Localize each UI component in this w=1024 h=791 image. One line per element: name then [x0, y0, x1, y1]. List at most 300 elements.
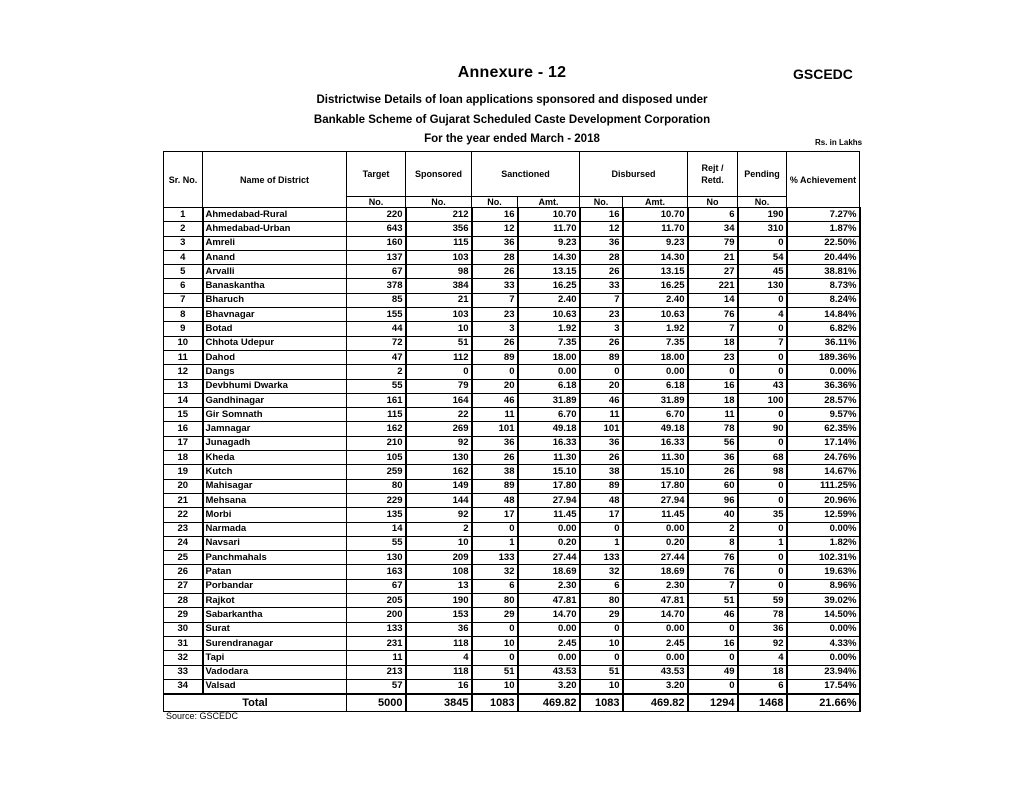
cell-sr-no: 34: [164, 679, 203, 694]
cell-disbursed-no: 26: [580, 265, 623, 279]
cell-sanctioned-no: 51: [472, 665, 518, 679]
cell-sponsored: 118: [406, 665, 472, 679]
cell-sanctioned-amt: 6.70: [518, 408, 580, 422]
cell-pending: 59: [738, 594, 787, 608]
subheader-sponsored-no: No.: [406, 197, 472, 208]
cell-sanctioned-no: 3: [472, 322, 518, 336]
cell-district: Bharuch: [203, 293, 347, 307]
cell-achievement: 20.44%: [787, 250, 860, 264]
cell-sponsored: 4: [406, 651, 472, 665]
cell-sanctioned-amt: 16.33: [518, 436, 580, 450]
cell-disbursed-no: 0: [580, 365, 623, 379]
cell-sanctioned-amt: 17.80: [518, 479, 580, 493]
cell-rejected: 36: [688, 451, 738, 465]
table-row: [164, 336, 860, 350]
table-row: [164, 436, 860, 450]
cell-disbursed-amt: 47.81: [623, 594, 688, 608]
cell-disbursed-no: 89: [580, 479, 623, 493]
cell-disbursed-no: 36: [580, 236, 623, 250]
cell-target: 11: [347, 651, 406, 665]
cell-disbursed-no: 26: [580, 451, 623, 465]
cell-disbursed-no: 1: [580, 536, 623, 550]
cell-sr-no: 5: [164, 265, 203, 279]
cell-disbursed-no: 11: [580, 408, 623, 422]
cell-sanctioned-amt: 11.45: [518, 508, 580, 522]
table-row: [164, 208, 860, 222]
cell-disbursed-no: 80: [580, 594, 623, 608]
cell-sponsored: 22: [406, 408, 472, 422]
cell-rejected: 78: [688, 422, 738, 436]
cell-sanctioned-amt: 6.18: [518, 379, 580, 393]
cell-sponsored: 112: [406, 350, 472, 364]
cell-district: Patan: [203, 565, 347, 579]
cell-sanctioned-no: 32: [472, 565, 518, 579]
cell-sanctioned-amt: 16.25: [518, 279, 580, 293]
cell-district: Mehsana: [203, 493, 347, 507]
cell-sr-no: 31: [164, 636, 203, 650]
cell-district: Dahod: [203, 350, 347, 364]
cell-disbursed-no: 23: [580, 308, 623, 322]
cell-pending: 190: [738, 208, 787, 222]
cell-sanctioned-no: 89: [472, 350, 518, 364]
cell-sanctioned-no: 26: [472, 336, 518, 350]
cell-disbursed-no: 0: [580, 651, 623, 665]
cell-sanctioned-amt: 27.94: [518, 493, 580, 507]
table-row: [164, 451, 860, 465]
table-row: [164, 265, 860, 279]
cell-rejected: 11: [688, 408, 738, 422]
cell-district: Amreli: [203, 236, 347, 250]
cell-disbursed-no: 33: [580, 279, 623, 293]
cell-sanctioned-no: 26: [472, 265, 518, 279]
cell-sr-no: 8: [164, 308, 203, 322]
cell-rejected: 0: [688, 679, 738, 694]
cell-sr-no: 3: [164, 236, 203, 250]
cell-achievement: 8.73%: [787, 279, 860, 293]
table-row: [164, 651, 860, 665]
cell-disbursed-no: 48: [580, 493, 623, 507]
cell-achievement: 62.35%: [787, 422, 860, 436]
cell-disbursed-no: 133: [580, 551, 623, 565]
table-row: [164, 579, 860, 593]
cell-achievement: 22.50%: [787, 236, 860, 250]
cell-district: Anand: [203, 250, 347, 264]
col-header-sanctioned: Sanctioned: [472, 152, 580, 197]
cell-target: 160: [347, 236, 406, 250]
cell-rejected: 8: [688, 536, 738, 550]
cell-sponsored: 10: [406, 536, 472, 550]
cell-achievement: 17.54%: [787, 679, 860, 694]
cell-disbursed-amt: 43.53: [623, 665, 688, 679]
cell-sanctioned-amt: 0.00: [518, 365, 580, 379]
cell-sanctioned-amt: 47.81: [518, 594, 580, 608]
cell-sponsored: 51: [406, 336, 472, 350]
cell-sr-no: 17: [164, 436, 203, 450]
cell-achievement: 1.82%: [787, 536, 860, 550]
cell-achievement: 189.36%: [787, 350, 860, 364]
cell-district: Botad: [203, 322, 347, 336]
cell-district: Sabarkantha: [203, 608, 347, 622]
cell-sanctioned-no: 0: [472, 365, 518, 379]
cell-target: 205: [347, 594, 406, 608]
cell-achievement: 20.96%: [787, 493, 860, 507]
cell-sanctioned-amt: 10.70: [518, 208, 580, 222]
cell-sanctioned-amt: 9.23: [518, 236, 580, 250]
cell-disbursed-amt: 27.44: [623, 551, 688, 565]
cell-sr-no: 29: [164, 608, 203, 622]
cell-district: Tapi: [203, 651, 347, 665]
cell-district: Surat: [203, 622, 347, 636]
cell-achievement: 0.00%: [787, 622, 860, 636]
cell-sponsored: 21: [406, 293, 472, 307]
district-loan-table: [163, 151, 861, 712]
table-row: [164, 250, 860, 264]
table-row: [164, 679, 860, 694]
cell-sanctioned-amt: 31.89: [518, 393, 580, 407]
cell-disbursed-amt: 2.30: [623, 579, 688, 593]
cell-sanctioned-amt: 0.00: [518, 622, 580, 636]
cell-rejected: 7: [688, 579, 738, 593]
col-header-target: Target: [347, 152, 406, 197]
total-disbursed-no: 1083: [580, 694, 623, 712]
cell-sr-no: 13: [164, 379, 203, 393]
cell-pending: 0: [738, 350, 787, 364]
cell-district: Junagadh: [203, 436, 347, 450]
cell-target: 162: [347, 422, 406, 436]
subtitle-line-1: Districtwise Details of loan applications sponsored and disposed under: [316, 94, 708, 106]
cell-sr-no: 21: [164, 493, 203, 507]
cell-sr-no: 28: [164, 594, 203, 608]
cell-rejected: 0: [688, 365, 738, 379]
cell-achievement: 9.57%: [787, 408, 860, 422]
cell-sr-no: 16: [164, 422, 203, 436]
table-row: [164, 279, 860, 293]
cell-target: 229: [347, 493, 406, 507]
table-row: [164, 236, 860, 250]
cell-rejected: 14: [688, 293, 738, 307]
cell-district: Rajkot: [203, 594, 347, 608]
cell-pending: 90: [738, 422, 787, 436]
cell-achievement: 19.63%: [787, 565, 860, 579]
cell-achievement: 28.57%: [787, 393, 860, 407]
cell-sr-no: 1: [164, 208, 203, 222]
cell-disbursed-no: 10: [580, 636, 623, 650]
cell-sanctioned-no: 10: [472, 679, 518, 694]
cell-pending: 0: [738, 322, 787, 336]
org-label: GSCEDC: [793, 66, 853, 82]
cell-achievement: 23.94%: [787, 665, 860, 679]
total-row: [164, 694, 860, 712]
cell-disbursed-amt: 16.25: [623, 279, 688, 293]
cell-achievement: 17.14%: [787, 436, 860, 450]
cell-district: Ahmedabad-Urban: [203, 222, 347, 236]
cell-sr-no: 27: [164, 579, 203, 593]
cell-sanctioned-amt: 27.44: [518, 551, 580, 565]
cell-rejected: 96: [688, 493, 738, 507]
cell-district: Narmada: [203, 522, 347, 536]
cell-disbursed-no: 51: [580, 665, 623, 679]
cell-district: Bhavnagar: [203, 308, 347, 322]
cell-disbursed-amt: 0.00: [623, 522, 688, 536]
cell-sponsored: 108: [406, 565, 472, 579]
cell-achievement: 102.31%: [787, 551, 860, 565]
cell-rejected: 221: [688, 279, 738, 293]
table-row: [164, 522, 860, 536]
cell-district: Jamnagar: [203, 422, 347, 436]
cell-sanctioned-no: 17: [472, 508, 518, 522]
cell-sponsored: 115: [406, 236, 472, 250]
cell-disbursed-no: 29: [580, 608, 623, 622]
cell-disbursed-amt: 18.69: [623, 565, 688, 579]
subheader-pending-no: No.: [738, 197, 787, 208]
cell-target: 80: [347, 479, 406, 493]
table-body: [164, 208, 860, 695]
cell-sanctioned-no: 28: [472, 250, 518, 264]
cell-disbursed-amt: 49.18: [623, 422, 688, 436]
cell-disbursed-amt: 1.92: [623, 322, 688, 336]
cell-achievement: 0.00%: [787, 522, 860, 536]
total-target: 5000: [347, 694, 406, 712]
cell-pending: 18: [738, 665, 787, 679]
cell-achievement: 8.96%: [787, 579, 860, 593]
cell-sanctioned-amt: 0.00: [518, 522, 580, 536]
header-row: [164, 152, 860, 197]
cell-disbursed-amt: 11.70: [623, 222, 688, 236]
source-note: Source: GSCEDC: [166, 711, 239, 721]
cell-sanctioned-amt: 1.92: [518, 322, 580, 336]
table-row: [164, 493, 860, 507]
cell-sponsored: 103: [406, 308, 472, 322]
cell-achievement: 14.84%: [787, 308, 860, 322]
cell-sponsored: 190: [406, 594, 472, 608]
cell-sanctioned-amt: 18.00: [518, 350, 580, 364]
cell-achievement: 8.24%: [787, 293, 860, 307]
cell-sanctioned-no: 80: [472, 594, 518, 608]
cell-sponsored: 98: [406, 265, 472, 279]
table-row: [164, 508, 860, 522]
cell-sanctioned-no: 6: [472, 579, 518, 593]
page-title: Annexure - 12: [457, 64, 567, 81]
cell-target: 200: [347, 608, 406, 622]
cell-rejected: 49: [688, 665, 738, 679]
cell-district: Panchmahals: [203, 551, 347, 565]
cell-disbursed-amt: 17.80: [623, 479, 688, 493]
cell-target: 231: [347, 636, 406, 650]
cell-sr-no: 22: [164, 508, 203, 522]
cell-target: 2: [347, 365, 406, 379]
cell-disbursed-amt: 11.45: [623, 508, 688, 522]
cell-pending: 43: [738, 379, 787, 393]
table-row: [164, 551, 860, 565]
cell-sanctioned-no: 101: [472, 422, 518, 436]
cell-disbursed-no: 89: [580, 350, 623, 364]
cell-target: 55: [347, 536, 406, 550]
cell-sanctioned-no: 0: [472, 622, 518, 636]
cell-sanctioned-no: 36: [472, 236, 518, 250]
cell-district: Kheda: [203, 451, 347, 465]
cell-rejected: 60: [688, 479, 738, 493]
cell-sponsored: 13: [406, 579, 472, 593]
cell-sponsored: 2: [406, 522, 472, 536]
cell-target: 85: [347, 293, 406, 307]
cell-sponsored: 36: [406, 622, 472, 636]
cell-rejected: 40: [688, 508, 738, 522]
cell-pending: 0: [738, 479, 787, 493]
cell-target: 135: [347, 508, 406, 522]
cell-sanctioned-amt: 14.70: [518, 608, 580, 622]
cell-pending: 100: [738, 393, 787, 407]
table-row: [164, 408, 860, 422]
cell-target: 67: [347, 579, 406, 593]
cell-rejected: 16: [688, 379, 738, 393]
cell-pending: 98: [738, 465, 787, 479]
cell-achievement: 36.11%: [787, 336, 860, 350]
cell-sanctioned-no: 12: [472, 222, 518, 236]
cell-sanctioned-amt: 0.00: [518, 651, 580, 665]
cell-disbursed-amt: 11.30: [623, 451, 688, 465]
cell-target: 130: [347, 551, 406, 565]
cell-sponsored: 79: [406, 379, 472, 393]
cell-disbursed-amt: 14.70: [623, 608, 688, 622]
cell-sponsored: 92: [406, 436, 472, 450]
cell-sanctioned-amt: 13.15: [518, 265, 580, 279]
cell-district: Arvalli: [203, 265, 347, 279]
cell-sanctioned-amt: 49.18: [518, 422, 580, 436]
cell-sanctioned-amt: 10.63: [518, 308, 580, 322]
cell-district: Navsari: [203, 536, 347, 550]
cell-sanctioned-no: 0: [472, 651, 518, 665]
cell-disbursed-amt: 0.00: [623, 365, 688, 379]
cell-pending: 130: [738, 279, 787, 293]
col-header-district: Name of District: [203, 152, 347, 208]
cell-disbursed-amt: 0.00: [623, 622, 688, 636]
cell-district: Surendranagar: [203, 636, 347, 650]
cell-pending: 4: [738, 651, 787, 665]
cell-pending: 78: [738, 608, 787, 622]
cell-pending: 36: [738, 622, 787, 636]
total-achievement: 21.66%: [787, 694, 860, 712]
cell-disbursed-amt: 3.20: [623, 679, 688, 694]
cell-sr-no: 32: [164, 651, 203, 665]
cell-disbursed-no: 36: [580, 436, 623, 450]
cell-disbursed-amt: 31.89: [623, 393, 688, 407]
cell-district: Vadodara: [203, 665, 347, 679]
cell-sponsored: 384: [406, 279, 472, 293]
cell-sr-no: 19: [164, 465, 203, 479]
subtitle-line-3: For the year ended March - 2018: [424, 133, 600, 145]
subheader-disbursed-no: No.: [580, 197, 623, 208]
cell-sr-no: 11: [164, 350, 203, 364]
cell-achievement: 38.81%: [787, 265, 860, 279]
cell-pending: 7: [738, 336, 787, 350]
cell-target: 115: [347, 408, 406, 422]
cell-sanctioned-no: 33: [472, 279, 518, 293]
cell-disbursed-amt: 2.45: [623, 636, 688, 650]
total-sponsored: 3845: [406, 694, 472, 712]
cell-disbursed-no: 26: [580, 336, 623, 350]
cell-disbursed-no: 20: [580, 379, 623, 393]
cell-sponsored: 212: [406, 208, 472, 222]
table-row: [164, 536, 860, 550]
cell-disbursed-amt: 2.40: [623, 293, 688, 307]
cell-district: Gandhinagar: [203, 393, 347, 407]
total-disbursed-amt: 469.82: [623, 694, 688, 712]
cell-achievement: 0.00%: [787, 365, 860, 379]
cell-disbursed-amt: 18.00: [623, 350, 688, 364]
cell-disbursed-amt: 7.35: [623, 336, 688, 350]
cell-achievement: 111.25%: [787, 479, 860, 493]
cell-rejected: 46: [688, 608, 738, 622]
cell-sanctioned-amt: 2.40: [518, 293, 580, 307]
cell-disbursed-amt: 15.10: [623, 465, 688, 479]
cell-achievement: 14.50%: [787, 608, 860, 622]
cell-sr-no: 6: [164, 279, 203, 293]
cell-sponsored: 153: [406, 608, 472, 622]
cell-target: 213: [347, 665, 406, 679]
cell-pending: 54: [738, 250, 787, 264]
cell-disbursed-no: 16: [580, 208, 623, 222]
cell-sr-no: 2: [164, 222, 203, 236]
col-header-sponsored: Sponsored: [406, 152, 472, 197]
cell-target: 137: [347, 250, 406, 264]
cell-target: 55: [347, 379, 406, 393]
cell-rejected: 79: [688, 236, 738, 250]
cell-rejected: 23: [688, 350, 738, 364]
cell-district: Valsad: [203, 679, 347, 694]
cell-sr-no: 33: [164, 665, 203, 679]
table-row: [164, 322, 860, 336]
cell-achievement: 6.82%: [787, 322, 860, 336]
cell-disbursed-no: 46: [580, 393, 623, 407]
cell-sr-no: 15: [164, 408, 203, 422]
cell-pending: 1: [738, 536, 787, 550]
cell-sponsored: 149: [406, 479, 472, 493]
cell-disbursed-amt: 27.94: [623, 493, 688, 507]
cell-achievement: 0.00%: [787, 651, 860, 665]
cell-achievement: 36.36%: [787, 379, 860, 393]
table-row: [164, 350, 860, 364]
cell-rejected: 76: [688, 308, 738, 322]
subheader-sanctioned-no: No.: [472, 197, 518, 208]
cell-disbursed-no: 6: [580, 579, 623, 593]
cell-rejected: 0: [688, 651, 738, 665]
cell-disbursed-no: 7: [580, 293, 623, 307]
cell-pending: 0: [738, 436, 787, 450]
cell-sponsored: 164: [406, 393, 472, 407]
cell-sponsored: 356: [406, 222, 472, 236]
cell-sponsored: 269: [406, 422, 472, 436]
cell-district: Banaskantha: [203, 279, 347, 293]
cell-target: 57: [347, 679, 406, 694]
table-row: [164, 422, 860, 436]
col-header-achievement: % Achievement: [787, 152, 860, 208]
cell-rejected: 0: [688, 622, 738, 636]
cell-rejected: 7: [688, 322, 738, 336]
cell-pending: 4: [738, 308, 787, 322]
cell-district: Chhota Udepur: [203, 336, 347, 350]
cell-disbursed-amt: 0.20: [623, 536, 688, 550]
col-header-rejected: Rejt / Retd.: [688, 152, 738, 197]
cell-sanctioned-amt: 14.30: [518, 250, 580, 264]
cell-disbursed-amt: 13.15: [623, 265, 688, 279]
cell-rejected: 51: [688, 594, 738, 608]
cell-target: 378: [347, 279, 406, 293]
cell-target: 133: [347, 622, 406, 636]
cell-disbursed-no: 28: [580, 250, 623, 264]
cell-target: 44: [347, 322, 406, 336]
cell-sanctioned-amt: 0.20: [518, 536, 580, 550]
cell-achievement: 39.02%: [787, 594, 860, 608]
